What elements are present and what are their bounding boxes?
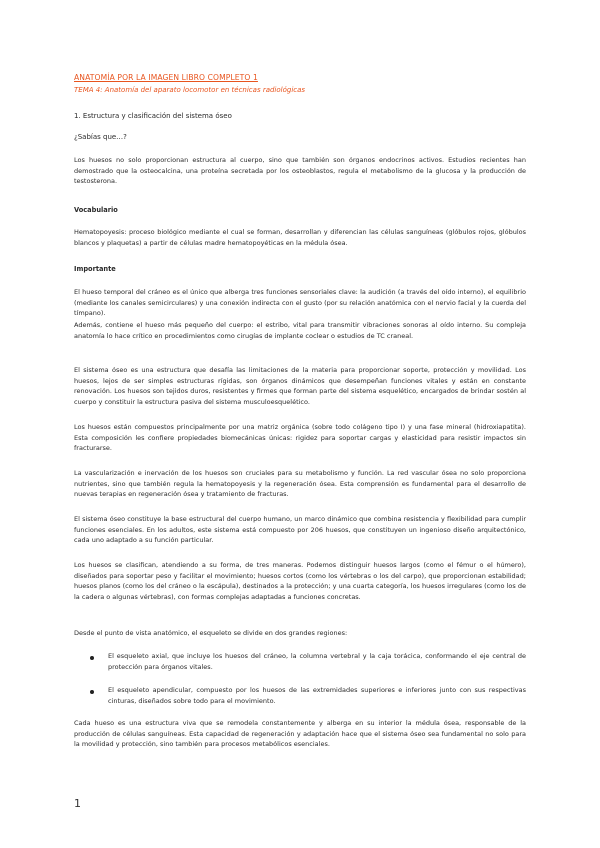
vocabulario-title: Vocabulario [74,206,118,214]
paragraph: Los huesos están compuestos principalmente por una matriz orgánica (sobre todo colágeno tipo I) y una fase mineral (hidroxiapatita). Esta composición les confiere propiedades biomecánicas únicas: rigidez para soportar cargas y elasticidad para resistir impactos sin fracturarse. [74,423,526,452]
importante-text-2: Además, contiene el hueso más pequeño del cuerpo: el estribo, vital para transmitir vibraciones sonoras al oído interno. Su compleja anatomía lo hace crítico en procedimientos como cirugías de implante coclear o estudios de TC craneal. [74,321,526,340]
bullet-dot [90,656,94,660]
sabias-text: Los huesos no solo proporcionan estructura al cuerpo, sino que también son órganos endocrinos activos. Estudios recientes han demostrado que la osteocalcina, una proteína secretada por los osteoblastos, regula el metabolismo de la glucosa y la producción de testosterona. [74,156,526,185]
paragraph: Los huesos se clasifican, atendiendo a su forma, de tres maneras. Podemos distinguir huesos largos (como el fémur o el húmero), diseñados para soportar peso y facilitar el movimiento; huesos cortos (como los vértebras o los del carpo), que proporcionan estabilidad; huesos planos (como los del cráneo o la escápula), destinados a la protección; y una cuarta categoría, los huesos irregulares (como los de la cadera o algunas vértebras), con formas complejas adaptadas a funciones concretas. [74,561,526,601]
document-title: ANATOMÍA POR LA IMAGEN LIBRO COMPLETO 1 [74,73,258,82]
paragraph: Desde el punto de vista anatómico, el esqueleto se divide en dos grandes regiones: [74,629,348,637]
page-number: 1 [74,797,81,810]
bullet-item: El esqueleto axial, que incluye los huesos del cráneo, la columna vertebral y la caja torácica, conformando el eje central de protección para órganos vitales. [108,652,526,671]
paragraph: El sistema óseo es una estructura que desafía las limitaciones de la materia para proporcionar soporte, protección y movilidad. Los huesos, lejos de ser simples estructuras rígidas, son órganos dinámicos que desempeñan funciones vitales y están en constante renovación. Los huesos son tejidos duros, resistentes y firmes que forman parte del sistema esquelético, encargados de brindar sostén al cuerpo y constituir la estructura pasiva del sistema musculoesquelético. [74,366,526,406]
sabias-title: ¿Sabías que…? [74,133,127,141]
bullet-dot [90,690,94,694]
importante-title: Importante [74,265,116,273]
section-title: 1. Estructura y clasificación del sistema óseo [74,112,232,120]
document-subtitle: TEMA 4: Anatomía del aparato locomotor en técnicas radiológicas [74,86,306,94]
bullet-item: El esqueleto apendicular, compuesto por los huesos de las extremidades superiores e inferiores junto con sus respectivas cinturas, diseñados sobre todo para el movimiento. [108,686,526,705]
closing-paragraph: Cada hueso es una estructura viva que se remodela constantemente y alberga en su interior la médula ósea, responsable de la producción de células sanguíneas. Esta capacidad de regeneración y adaptación hace que el sistema óseo sea fundamental no solo para la movilidad y protección, sino también para procesos metabólicos esenciales. [74,719,526,748]
paragraph: El sistema óseo constituye la base estructural del cuerpo humano, un marco dinámico que combina resistencia y flexibilidad para cumplir funciones esenciales. En los adultos, este sistema está compuesto por 206 huesos, que constituyen un ingenioso diseño arquitectónico, cada uno adaptado a su función particular. [74,515,526,544]
vocabulario-text: Hematopoyesis: proceso biológico mediante el cual se forman, desarrollan y diferencian las células sanguíneas (glóbulos rojos, glóbulos blancos y plaquetas) a partir de células madre hematopoyéticas en la médula ósea. [74,228,526,247]
importante-text-1: El hueso temporal del cráneo es el único que alberga tres funciones sensoriales clave: la audición (a través del oído interno), el equilibrio (mediante los canales semicirculares) y una conexión indirecta con el gusto (por su relación anatómica con el nervio facial y la cuerda del tímpano). [74,288,526,317]
paragraph: La vascularización e inervación de los huesos son cruciales para su metabolismo y función. La red vascular ósea no solo proporciona nutrientes, sino que también regula la hematopoyesis y la regeneración ósea. Esta comprensión es fundamental para el desarrollo de nuevas terapias en regeneración ósea y tratamiento de fracturas. [74,469,526,498]
